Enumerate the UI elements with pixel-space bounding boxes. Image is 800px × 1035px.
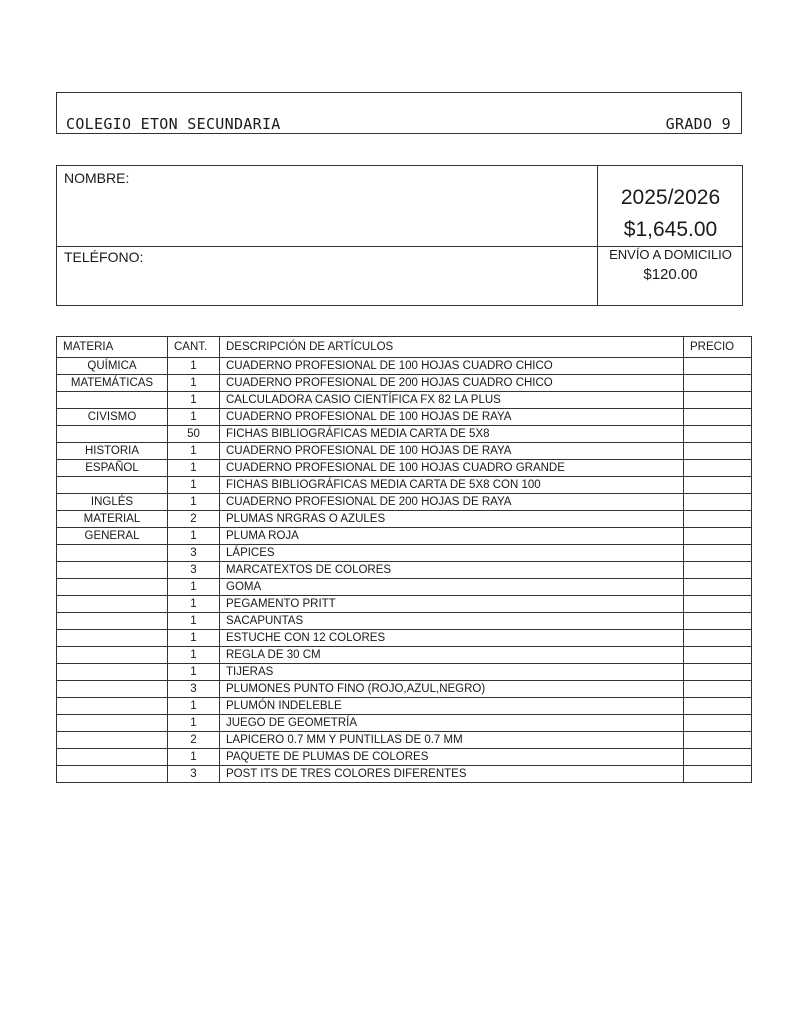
row-subject (57, 579, 168, 596)
table-row (57, 766, 752, 783)
row-description: PLUMA ROJA (220, 528, 684, 545)
row-quantity: 1 (168, 528, 220, 545)
row-quantity: 1 (168, 460, 220, 477)
row-quantity: 50 (168, 426, 220, 443)
row-subject (57, 596, 168, 613)
row-price (684, 392, 752, 409)
table-row (57, 715, 752, 732)
row-quantity: 1 (168, 698, 220, 715)
table-row (57, 494, 752, 511)
shipping-label: ENVÍO A DOMICILIO (609, 247, 732, 262)
table-row (57, 732, 752, 749)
row-quantity: 1 (168, 613, 220, 630)
table-row (57, 664, 752, 681)
row-subject (57, 613, 168, 630)
row-description: LAPICERO 0.7 MM Y PUNTILLAS DE 0.7 MM (220, 732, 684, 749)
row-price (684, 511, 752, 528)
row-description: POST ITS DE TRES COLORES DIFERENTES (220, 766, 684, 783)
row-price (684, 409, 752, 426)
row-price (684, 596, 752, 613)
row-description: CUADERNO PROFESIONAL DE 200 HOJAS CUADRO CHICO (220, 375, 684, 392)
phone-field-label: TELÉFONO: (64, 249, 144, 265)
row-subject (57, 749, 168, 766)
row-description: PAQUETE DE PLUMAS DE COLORES (220, 749, 684, 766)
shipping-price: $120.00 (643, 266, 698, 283)
table-row (57, 647, 752, 664)
header-description: DESCRIPCIÓN DE ARTÍCULOS (220, 337, 684, 358)
row-price (684, 749, 752, 766)
row-subject: ESPAÑOL (57, 460, 168, 477)
table-row (57, 392, 752, 409)
table-row (57, 511, 752, 528)
row-subject: MATERIAL (57, 511, 168, 528)
total-price: $1,645.00 (623, 218, 718, 241)
row-subject: CIVISMO (57, 409, 168, 426)
row-subject (57, 664, 168, 681)
table-row (57, 443, 752, 460)
row-quantity: 1 (168, 375, 220, 392)
row-description: CALCULADORA CASIO CIENTÍFICA FX 82 LA PLUS (220, 392, 684, 409)
grade-label: GRADO 9 (665, 115, 731, 133)
row-subject (57, 647, 168, 664)
row-description: ESTUCHE CON 12 COLORES (220, 630, 684, 647)
table-header-row (57, 337, 752, 358)
row-quantity: 1 (168, 596, 220, 613)
row-quantity: 3 (168, 681, 220, 698)
row-quantity: 1 (168, 409, 220, 426)
row-price (684, 460, 752, 477)
row-quantity: 1 (168, 647, 220, 664)
row-subject (57, 766, 168, 783)
row-description: LÁPICES (220, 545, 684, 562)
row-quantity: 1 (168, 494, 220, 511)
school-name: COLEGIO ETON SECUNDARIA (66, 115, 281, 133)
row-subject (57, 732, 168, 749)
row-description: FICHAS BIBLIOGRÁFICAS MEDIA CARTA DE 5X8 CON 100 (220, 477, 684, 494)
row-price (684, 375, 752, 392)
header-box (56, 92, 742, 134)
row-description: PLUMÓN INDELEBLE (220, 698, 684, 715)
row-description: JUEGO DE GEOMETRÍA (220, 715, 684, 732)
school-year: 2025/2026 (620, 186, 721, 209)
row-subject: HISTORIA (57, 443, 168, 460)
table-row (57, 562, 752, 579)
row-price (684, 443, 752, 460)
row-subject (57, 715, 168, 732)
row-price (684, 766, 752, 783)
row-price (684, 715, 752, 732)
row-description: CUADERNO PROFESIONAL DE 100 HOJAS DE RAYA (220, 409, 684, 426)
row-subject: MATEMÁTICAS (57, 375, 168, 392)
row-price (684, 545, 752, 562)
table-row (57, 528, 752, 545)
supplies-table (56, 336, 752, 783)
header-quantity: CANT. (168, 337, 220, 358)
header-price: PRECIO (684, 337, 752, 358)
row-description: PEGAMENTO PRITT (220, 596, 684, 613)
table-body (57, 358, 752, 783)
row-price (684, 562, 752, 579)
table-row (57, 460, 752, 477)
table-row (57, 613, 752, 630)
row-price (684, 630, 752, 647)
row-quantity: 1 (168, 749, 220, 766)
row-quantity: 1 (168, 630, 220, 647)
row-subject (57, 562, 168, 579)
row-subject: QUÍMICA (57, 358, 168, 375)
row-price (684, 664, 752, 681)
table-row (57, 579, 752, 596)
table-row (57, 698, 752, 715)
row-price (684, 681, 752, 698)
row-price (684, 494, 752, 511)
row-quantity: 1 (168, 664, 220, 681)
row-price (684, 477, 752, 494)
table-row (57, 409, 752, 426)
row-description: TIJERAS (220, 664, 684, 681)
row-quantity: 1 (168, 477, 220, 494)
row-subject (57, 392, 168, 409)
row-description: CUADERNO PROFESIONAL DE 100 HOJAS CUADRO GRANDE (220, 460, 684, 477)
row-description: CUADERNO PROFESIONAL DE 100 HOJAS DE RAYA (220, 443, 684, 460)
row-description: CUADERNO PROFESIONAL DE 200 HOJAS DE RAYA (220, 494, 684, 511)
row-subject (57, 477, 168, 494)
row-subject (57, 426, 168, 443)
table-row (57, 545, 752, 562)
row-quantity: 1 (168, 579, 220, 596)
table-row (57, 749, 752, 766)
row-subject (57, 545, 168, 562)
row-subject: GENERAL (57, 528, 168, 545)
row-quantity: 3 (168, 766, 220, 783)
row-quantity: 3 (168, 545, 220, 562)
table-row (57, 596, 752, 613)
name-field-label: NOMBRE: (64, 170, 130, 186)
table-row (57, 358, 752, 375)
row-quantity: 1 (168, 443, 220, 460)
table-row (57, 477, 752, 494)
row-quantity: 3 (168, 562, 220, 579)
row-quantity: 1 (168, 392, 220, 409)
row-description: SACAPUNTAS (220, 613, 684, 630)
row-description: GOMA (220, 579, 684, 596)
row-price (684, 647, 752, 664)
row-price (684, 613, 752, 630)
row-quantity: 1 (168, 358, 220, 375)
table-row (57, 681, 752, 698)
row-subject (57, 630, 168, 647)
table-row (57, 630, 752, 647)
row-quantity: 2 (168, 511, 220, 528)
row-subject (57, 681, 168, 698)
row-price (684, 528, 752, 545)
row-subject: INGLÉS (57, 494, 168, 511)
row-quantity: 1 (168, 715, 220, 732)
row-price (684, 732, 752, 749)
header-subject: MATERIA (57, 337, 168, 358)
row-price (684, 698, 752, 715)
row-description: PLUMONES PUNTO FINO (ROJO,AZUL,NEGRO) (220, 681, 684, 698)
row-quantity: 2 (168, 732, 220, 749)
row-price (684, 358, 752, 375)
row-description: MARCATEXTOS DE COLORES (220, 562, 684, 579)
row-description: FICHAS BIBLIOGRÁFICAS MEDIA CARTA DE 5X8 (220, 426, 684, 443)
table-row (57, 375, 752, 392)
row-description: CUADERNO PROFESIONAL DE 100 HOJAS CUADRO CHICO (220, 358, 684, 375)
row-description: PLUMAS NRGRAS O AZULES (220, 511, 684, 528)
row-price (684, 426, 752, 443)
row-price (684, 579, 752, 596)
table-row (57, 426, 752, 443)
row-description: REGLA DE 30 CM (220, 647, 684, 664)
student-info-box (56, 165, 743, 306)
row-subject (57, 698, 168, 715)
